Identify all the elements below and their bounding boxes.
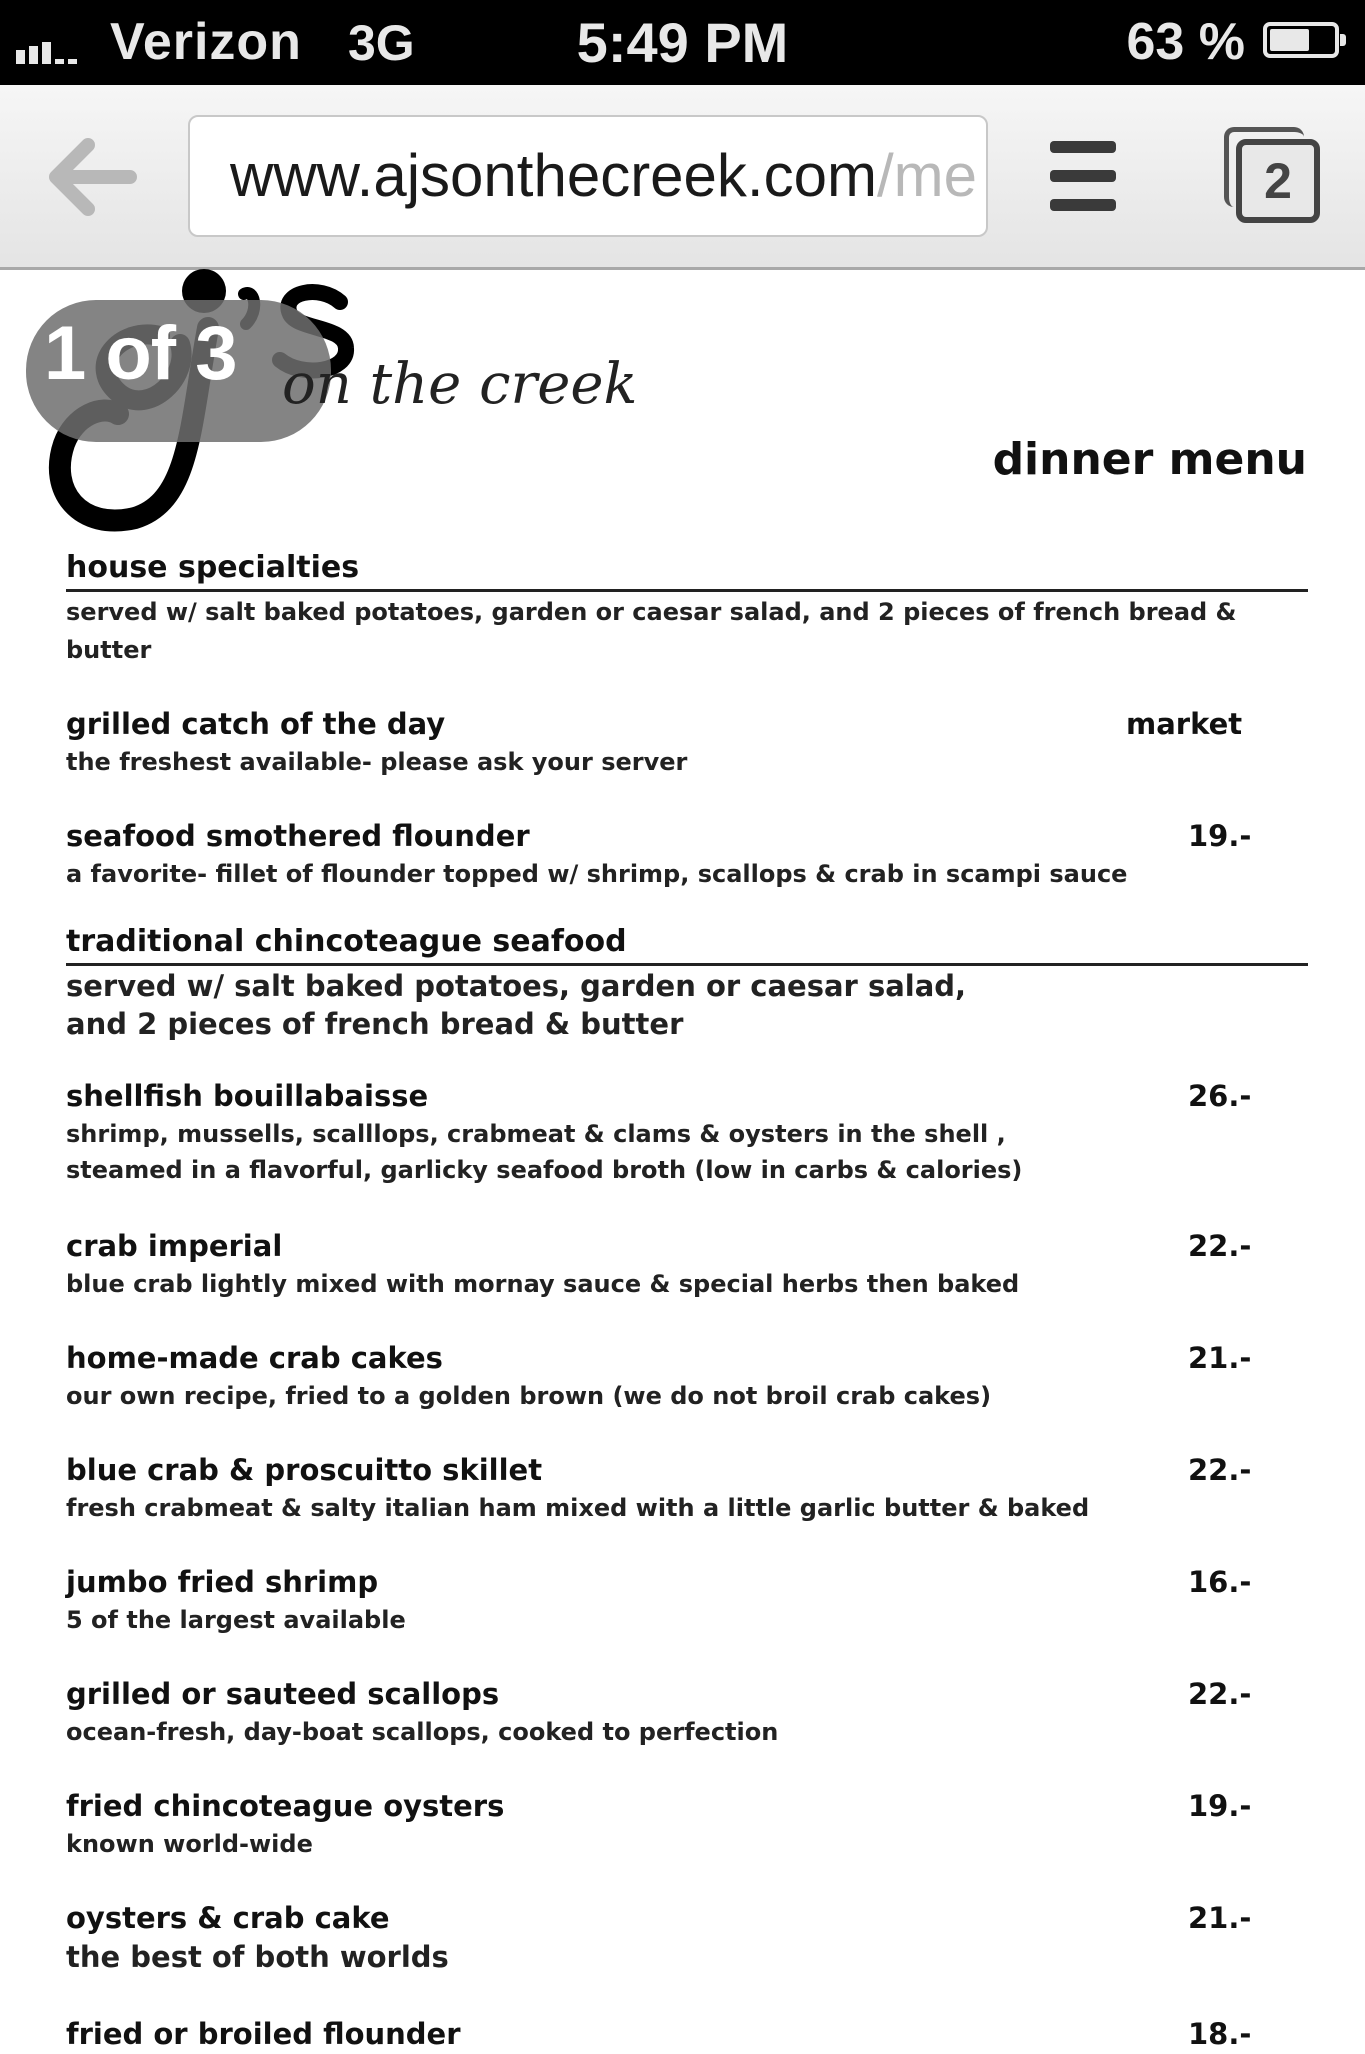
- menu-content: [66, 548, 1308, 2054]
- item-description: fresh crabmeat & salty italian ham mixed with a little garlic butter & baked: [66, 1494, 1090, 1522]
- item-name: home-made crab cakes: [66, 1341, 443, 1375]
- item-name: seafood smothered flounder: [66, 819, 530, 853]
- item-description: 5 of the largest available: [66, 1606, 406, 1634]
- status-bar: [0, 0, 1365, 85]
- menu-item: [66, 704, 1308, 780]
- logo-tagline: on the creek: [282, 352, 638, 417]
- item-price: 26.-: [1188, 1079, 1252, 1113]
- item-name: blue crab & proscuitto skillet: [66, 1453, 543, 1487]
- section-traditional-seafood: [66, 922, 1308, 2054]
- item-name: jumbo fried shrimp: [66, 1565, 379, 1599]
- item-price: market: [1126, 707, 1243, 741]
- menu-item: [66, 816, 1308, 892]
- battery-fill: [1270, 29, 1309, 51]
- back-button[interactable]: [48, 137, 138, 217]
- page-indicator: 1 of 3: [44, 311, 237, 396]
- item-description: ocean-fresh, day-boat scallops, cooked to perfection: [66, 1718, 779, 1746]
- section-subtitle: served w/ salt baked potatoes, garden or caesar salad,: [66, 969, 967, 1003]
- item-description: blue crab lightly mixed with mornay sauce & special herbs then baked: [66, 1270, 1020, 1298]
- menu-button[interactable]: [1050, 141, 1116, 211]
- item-description: shrimp, mussells, scalllops, crabmeat & clams & oysters in the shell ,: [66, 1120, 1006, 1148]
- tab-count: 2: [1236, 139, 1320, 223]
- section-subtitle: served w/ salt baked potatoes, garden or caesar salad, and 2 pieces of french bread & butter: [66, 598, 1237, 664]
- item-name: crab imperial: [66, 1229, 283, 1263]
- item-name: fried or broiled flounder: [66, 2017, 461, 2051]
- status-time: 5:49 PM: [576, 11, 789, 74]
- item-description: known world-wide: [66, 1830, 313, 1858]
- menu-item: [66, 1076, 1308, 1188]
- section-header: traditional chincoteague seafood: [66, 922, 1308, 966]
- menu-item: [66, 1898, 1308, 1976]
- item-description: the best of both worlds: [66, 1940, 449, 1974]
- item-description: the freshest available- please ask your server: [66, 748, 688, 776]
- url-host: www.ajsonthecreek.com: [230, 142, 877, 209]
- item-name: grilled or sauteed scallops: [66, 1677, 500, 1711]
- menu-item: [66, 1226, 1308, 1302]
- item-price: 22.-: [1188, 1453, 1252, 1487]
- battery-icon: [1263, 22, 1339, 58]
- item-price: 22.-: [1188, 1229, 1252, 1263]
- menu-bar-icon: [1050, 170, 1116, 182]
- item-name: grilled catch of the day: [66, 707, 446, 741]
- menu-item: [66, 1338, 1308, 1414]
- item-price: 21.-: [1188, 1901, 1252, 1935]
- network-type: 3G: [348, 15, 415, 71]
- tabs-button[interactable]: [1222, 125, 1322, 225]
- menu-bar-icon: [1050, 141, 1116, 153]
- item-name: shellfish bouillabaisse: [66, 1079, 429, 1113]
- menu-item: [66, 1674, 1308, 1750]
- page-title: dinner menu: [992, 434, 1307, 485]
- item-name: fried chincoteague oysters: [66, 1789, 505, 1823]
- item-price: 19.-: [1188, 819, 1252, 853]
- item-description: steamed in a flavorful, garlicky seafood broth (low in carbs & calories): [66, 1156, 1023, 1184]
- item-price: 21.-: [1188, 1341, 1252, 1375]
- section-header: house specialties: [66, 548, 1308, 592]
- item-price: 19.-: [1188, 1789, 1252, 1823]
- menu-item: [66, 1562, 1308, 1638]
- address-bar[interactable]: [188, 115, 988, 237]
- menu-item: [66, 1786, 1308, 1862]
- back-arrow-icon: [48, 137, 138, 217]
- menu-item: [66, 2014, 1308, 2054]
- menu-bar-icon: [1050, 199, 1116, 211]
- item-name: oysters & crab cake: [66, 1901, 390, 1935]
- item-price: 18.-: [1188, 2017, 1252, 2051]
- item-price: 22.-: [1188, 1677, 1252, 1711]
- item-description: a favorite- fillet of flounder topped w/ shrimp, scallops & crab in scampi sauce: [66, 860, 1128, 888]
- url-path: /me: [876, 142, 977, 209]
- menu-item: [66, 1450, 1308, 1526]
- section-subtitle: and 2 pieces of french bread & butter: [66, 1007, 684, 1041]
- item-price: 16.-: [1188, 1565, 1252, 1599]
- browser-toolbar: [0, 85, 1365, 270]
- carrier-name: Verizon: [110, 13, 302, 71]
- battery-percent: 63 %: [1126, 13, 1245, 71]
- item-description: our own recipe, fried to a golden brown (we do not broil crab cakes): [66, 1382, 992, 1410]
- section-house-specialties: [66, 548, 1308, 892]
